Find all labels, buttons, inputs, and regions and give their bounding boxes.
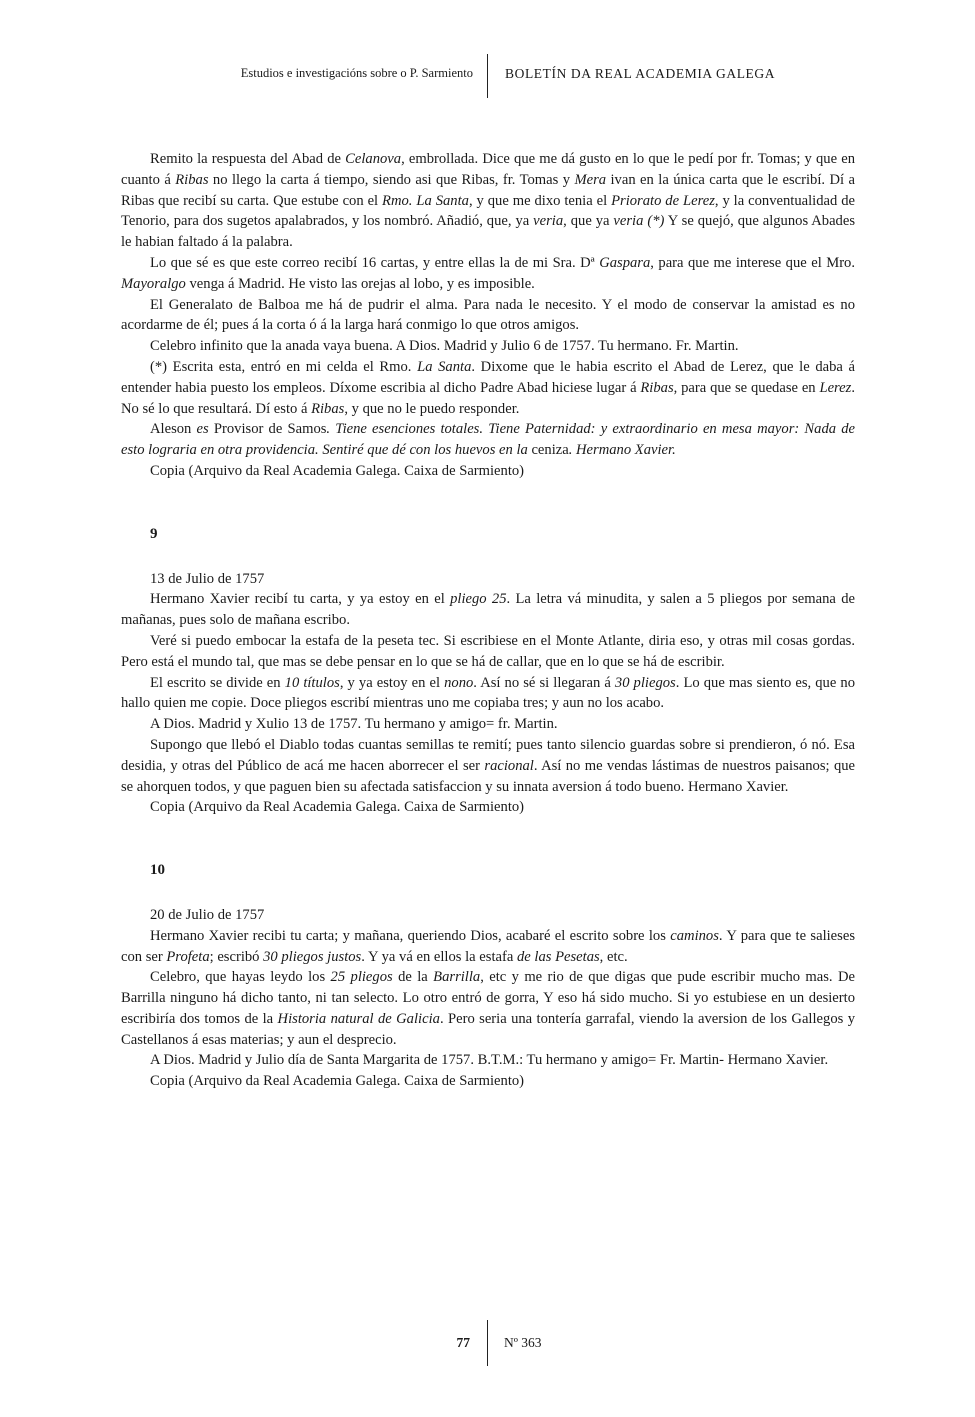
italic-term: Celanova [345, 151, 402, 167]
italic-term: Barrilla [433, 969, 481, 986]
paragraph: Veré si puedo embocar la estafa de la peseta tec. Si escribiese en el Monte Atlante, diria eso, y otras mil cosas gordas. Pero está el mundo tal, que mas se debe pensar en lo que se há de callar, que en lo que se há de escribir. [121, 632, 855, 670]
italic-term: pliego 25 [450, 591, 507, 608]
italic-term: racional [484, 757, 534, 774]
italic-term: Ribas [311, 400, 345, 417]
paragraph: A Dios. Madrid y Julio día de Santa Margarita de 1757. B.T.M.: Tu hermano y amigo= Fr. Martin- Hermano Xavier. [150, 1052, 829, 1069]
paragraph: Lo que sé es que este correo recibí 16 cartas, y entre ellas la de mi Sra. Dª Gaspara, para que me interese que el Mro. Mayoralgo venga á Madrid. He visto las orejas al lobo, y es imposible. [121, 254, 855, 292]
running-header-left: Estudios e investigacións sobre o P. Sarmiento [240, 66, 473, 80]
running-header-right: BOLETÍN DA REAL ACADEMIA GALEGA [505, 66, 776, 81]
paragraph: El Generalato de Balboa me há de pudrir el alma. Para nada le necesito. Y el modo de conservar la amistad es no acordarme de él; pues á la corta ó á la larga hará conmigo lo que otros amigos. [121, 296, 855, 334]
italic-term: de las Pesetas [516, 948, 600, 965]
italic-term: es [191, 421, 214, 438]
paragraph: Remito la respuesta del Abad de Celanova, embrollada. Dice que me dá gusto en lo que le pedí por fr. Tomas; y que en cuanto á Ribas no llego la carta á tiempo, siendo asi que Ribas, fr. Tomas y Mera ivan en la única carta que le escribí. Dí a Ribas que recibí su carta. Que estube con el Rmo. La Santa, y que me dixo tenia el Priorato de Lerez, y la conventualidad de Tenorio, para dos sugetos apalabrados, y los nombró. Añadió, que, ya veria, que ya veria (*) Y se quejó, que algunos Abades le habian faltado á la palabra. [121, 151, 856, 251]
letter-number: 9 [150, 525, 158, 542]
footer-page-number: 77 [456, 1335, 470, 1350]
header-divider [487, 54, 488, 98]
source-note: Copia (Arquivo da Real Academia Galega. Caixa de Sarmiento) [150, 1073, 525, 1090]
italic-term: veria [533, 213, 564, 230]
paragraph: Celebro, que hayas leydo los 25 pliegos de la Barrilla, etc y me rio de que digas que pude escribir mucho mas. De Barrilla ninguno há dicho tanto, ni tan selecto. Lo otro entró de gorra, Y eso há sido mucho. Si yo estubiese en un desierto escribiría dos tomos de la Historia natural de Galicia. Pero seria una tontería garrafal, viendo la aversion de los Gallegos y Castellanos á esas materias; y aun el desprecio. [121, 969, 855, 1048]
paragraph: Hermano Xavier recibi tu carta; y mañana, queriendo Dios, acabaré el escrito sobre los caminos. Y para que te salieses con ser Profeta; escribó 30 pliegos justos. Y ya vá en ellos la estafa de las Pesetas, etc. [121, 927, 856, 965]
italic-term: 10 títulos [284, 674, 340, 691]
italic-term: . Tiene esenciones totales. Tiene Paternidad: y extraordinario en mesa mayor: Nada de esto lograria en otra providencia. Sentiré que dé con los huevos en la [121, 421, 855, 459]
footer-issue-number: Nº 363 [504, 1335, 542, 1350]
italic-term: Priorato de Lerez [611, 192, 715, 209]
italic-term: 30 pliegos justos [263, 948, 362, 965]
footer-divider [487, 1320, 488, 1366]
italic-term: Profeta [166, 948, 210, 965]
italic-term: Gaspara [599, 254, 651, 271]
italic-term: veria (*) [613, 213, 665, 230]
letter-date: 13 de Julio de 1757 [150, 570, 265, 587]
italic-term: Mayoralgo [121, 275, 186, 292]
italic-term: La Santa [417, 358, 472, 375]
page-body [121, 149, 855, 1092]
paragraph: Supongo que llebó el Diablo todas cuantas semillas te remití; pues tanto silencio guardas sobre si prendieron, ó nó. Esa desidia, y otras del Público de acá me hacen aborrecer el ser racional. Así no me vendas lástimas de nuestros paisanos; que se ahorquen todos, y que paguen bien su afectada satisfaccion y su innata aversion á todo bueno. Hermano Xavier. [121, 736, 856, 795]
italic-term: Rmo. La Santa [382, 192, 469, 209]
italic-term: 25 pliegos [330, 969, 393, 986]
paragraph: Aleson es Provisor de Samos. Tiene esenciones totales. Tiene Paternidad: y extraordinario en mesa mayor: Nada de esto lograria en otra providencia. Sentiré que dé con los huevos en la ceniza. Hermano Xavier. [121, 421, 855, 459]
italic-term: Historia natural de Galicia [277, 1010, 440, 1027]
italic-term: 30 pliegos [614, 674, 676, 691]
italic-term: Lerez [819, 379, 852, 396]
paragraph: A Dios. Madrid y Xulio 13 de 1757. Tu hermano y amigo= fr. Martin. [150, 716, 558, 733]
italic-term: Mera [574, 171, 607, 188]
letter-number: 10 [150, 862, 165, 879]
paragraph: El escrito se divide en 10 títulos, y ya estoy en el nono. Así no sé si llegaran á 30 pliegos. Lo que mas siento es, que no hallo quien me copie. Doce pliegos escribí mientras uno me copiaba tres; y aun no los acabo. [121, 674, 856, 712]
paragraph: (*) Escrita esta, entró en mi celda el Rmo. La Santa. Dixome que le habia escrito el Abad de Lerez, que le daba á entender habia puesto los empleos. Díxome escribia al dicho Padre Abad hiciese lugar á Ribas, para que se quedase en Lerez. No sé lo que resultará. Dí esto á Ribas, y que no le puedo responder. [121, 358, 855, 417]
source-note: Copia (Arquivo da Real Academia Galega. Caixa de Sarmiento) [150, 799, 525, 816]
italic-term: nono [444, 674, 474, 691]
italic-term: Ribas [175, 171, 209, 188]
letter-date: 20 de Julio de 1757 [150, 906, 265, 923]
paragraph: Celebro infinito que la anada vaya buena. A Dios. Madrid y Julio 6 de 1757. Tu hermano. Fr. Martin. [150, 338, 739, 355]
source-note: Copia (Arquivo da Real Academia Galega. Caixa de Sarmiento) [150, 462, 525, 479]
italic-term: Ribas [640, 379, 674, 396]
paragraph: Hermano Xavier recibí tu carta, y ya estoy en el pliego 25. La letra vá minudita, y salen a 5 pliegos por semana de mañanas, pues solo de mañana escribo. [121, 591, 855, 629]
italic-term: . Hermano Xavier. [568, 442, 676, 459]
italic-term: caminos [670, 927, 719, 944]
